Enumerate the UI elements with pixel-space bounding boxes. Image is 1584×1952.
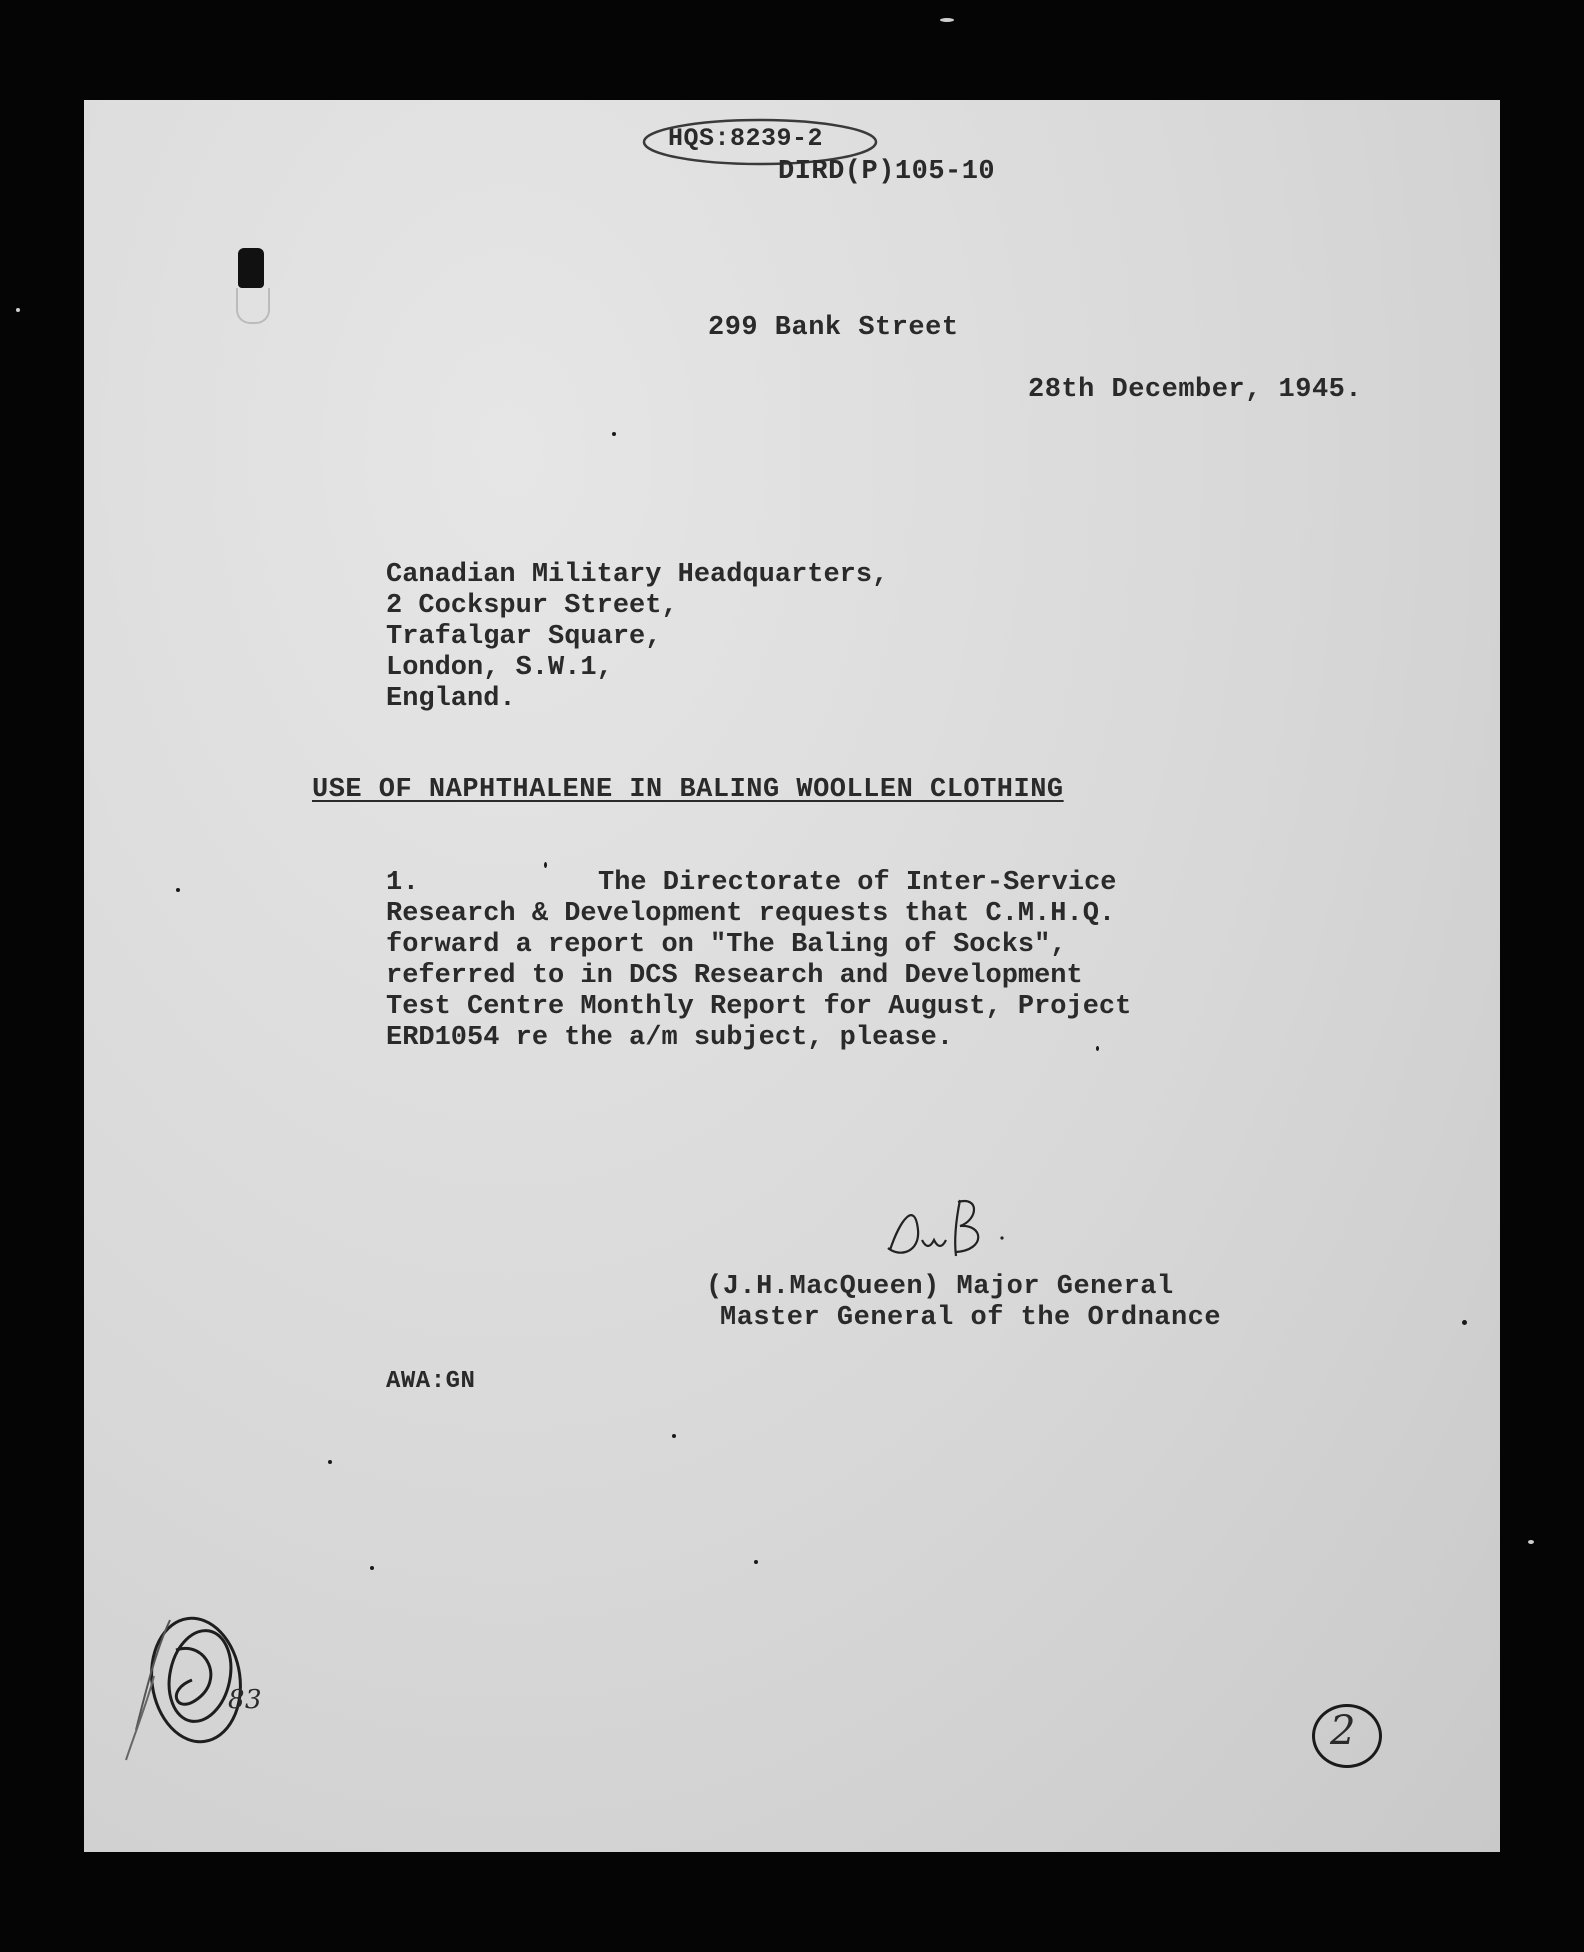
dust-speck: [1096, 1046, 1099, 1051]
subject-line: USE OF NAPHTHALENE IN BALING WOOLLEN CLOTHING: [312, 775, 1064, 805]
dust-speck: [16, 308, 20, 312]
body-line: Test Centre Monthly Report for August, Project: [386, 992, 1132, 1022]
dust-speck: [176, 888, 180, 892]
dust-speck: [328, 1460, 332, 1464]
punch-hole-shadow: [236, 288, 270, 324]
reference-initials: AWA:GN: [386, 1368, 476, 1395]
sender-address: 299 Bank Street: [708, 313, 959, 343]
margin-scribble: [96, 1580, 296, 1780]
body-line: ERD1054 re the a/m subject, please.: [386, 1023, 954, 1053]
body-line: Research & Development requests that C.M.H.Q.: [386, 899, 1116, 929]
dust-speck: [1528, 1540, 1534, 1544]
body-line: forward a report on "The Baling of Socks",: [386, 930, 1067, 960]
letter-date: 28th December, 1945.: [1028, 375, 1363, 405]
recipient-line: England.: [386, 684, 516, 714]
dust-speck: [612, 432, 616, 436]
recipient-line: Canadian Military Headquarters,: [386, 560, 889, 590]
dust-speck: [754, 1560, 758, 1564]
paragraph-number: 1.: [386, 868, 420, 898]
file-ref-primary: HQS:8239-2: [668, 124, 824, 153]
recipient-line: 2 Cockspur Street,: [386, 591, 678, 621]
file-ref-secondary: DIRD(P)105-10: [778, 157, 996, 187]
dust-speck: [672, 1434, 676, 1438]
dust-speck: [940, 18, 954, 22]
margin-scrawl-number: 83: [228, 1685, 263, 1715]
body-line: referred to in DCS Research and Development: [386, 961, 1083, 991]
body-paragraph: [386, 868, 1131, 1054]
body-line: The Directorate of Inter-Service: [598, 868, 1117, 898]
dust-speck: [1462, 1320, 1467, 1325]
page-number: 2: [1330, 1708, 1356, 1754]
dust-speck: [544, 862, 547, 868]
recipient-address: [386, 560, 888, 715]
punch-hole-mark: [238, 248, 264, 288]
recipient-line: London, S.W.1,: [386, 653, 613, 683]
dust-speck: [370, 1566, 374, 1570]
signatory-title: Master General of the Ordnance: [720, 1303, 1222, 1333]
recipient-line: Trafalgar Square,: [386, 622, 662, 652]
signature-initials: [860, 1190, 1020, 1270]
signatory-name: (J.H.MacQueen) Major General: [706, 1272, 1174, 1302]
